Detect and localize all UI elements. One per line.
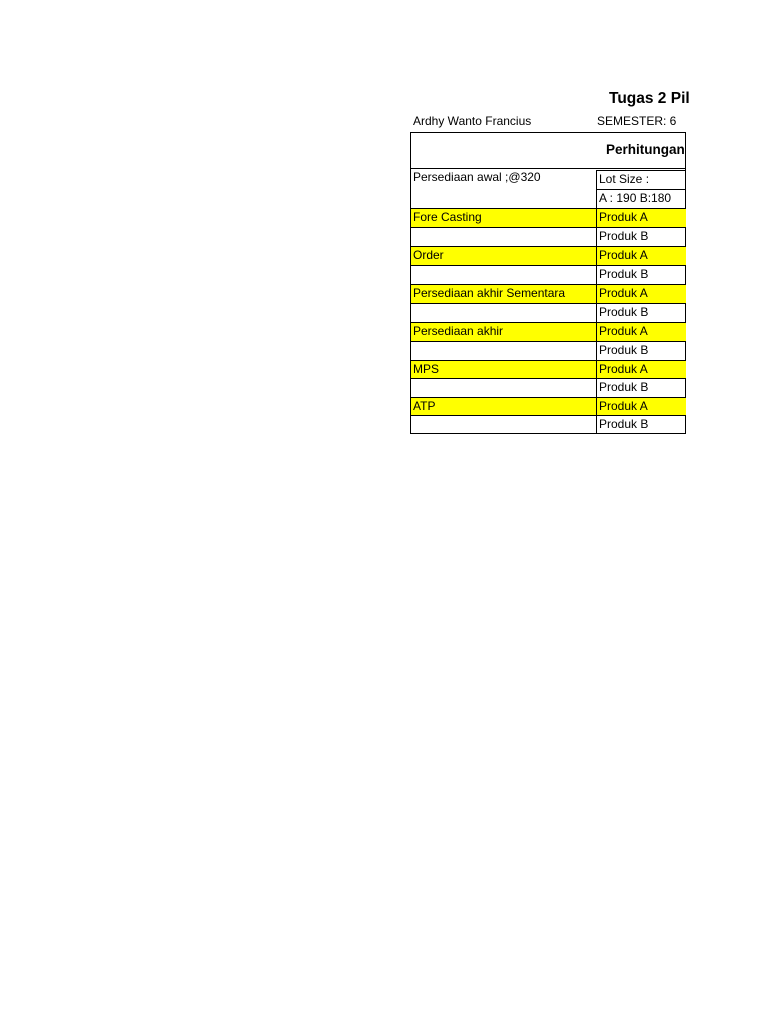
atp-empty-cell[interactable] [411, 415, 596, 433]
row-label-fore-casting[interactable]: Fore Casting [411, 208, 596, 227]
row-label-temporary-ending-stock[interactable]: Persediaan akhir Sementara [411, 284, 596, 303]
order-empty-cell[interactable] [411, 265, 596, 284]
order-product-a[interactable]: Produk A [596, 246, 686, 265]
temporary-ending-stock-product-b[interactable]: Produk B [596, 303, 686, 322]
document-title: Tugas 2 Pil [609, 90, 690, 107]
atp-product-a[interactable]: Produk A [596, 397, 686, 415]
fore-casting-empty-cell[interactable] [411, 227, 596, 246]
row-label-atp[interactable]: ATP [411, 397, 596, 415]
row-label-ending-stock[interactable]: Persediaan akhir [411, 322, 596, 341]
author-name: Ardhy Wanto Francius [413, 114, 532, 128]
ending-stock-empty-cell[interactable] [411, 341, 596, 360]
temporary-ending-stock-product-a[interactable]: Produk A [596, 284, 686, 303]
ending-stock-product-b[interactable]: Produk B [596, 341, 686, 360]
section-header [410, 132, 686, 169]
section-title: Perhitungan [606, 142, 685, 157]
calculation-sheet [410, 132, 686, 434]
lot-size-value-cell[interactable]: A : 190 B:180 [596, 189, 686, 208]
mps-product-b[interactable]: Produk B [596, 378, 686, 397]
mps-empty-cell[interactable] [411, 378, 596, 397]
row-label-mps[interactable]: MPS [411, 360, 596, 378]
semester-label: SEMESTER: 6 [597, 114, 677, 128]
mps-product-a[interactable]: Produk A [596, 360, 686, 378]
calculation-table [410, 169, 686, 434]
order-product-b[interactable]: Produk B [596, 265, 686, 284]
opening-stock-cell[interactable]: Persediaan awal ;@320 [413, 170, 541, 184]
lot-size-label-cell[interactable]: Lot Size : [596, 170, 686, 189]
fore-casting-product-a[interactable]: Produk A [596, 208, 686, 227]
ending-stock-product-a[interactable]: Produk A [596, 322, 686, 341]
fore-casting-product-b[interactable]: Produk B [596, 227, 686, 246]
row-label-order[interactable]: Order [411, 246, 596, 265]
temporary-ending-stock-empty-cell[interactable] [411, 303, 596, 322]
atp-product-b[interactable]: Produk B [596, 415, 686, 433]
